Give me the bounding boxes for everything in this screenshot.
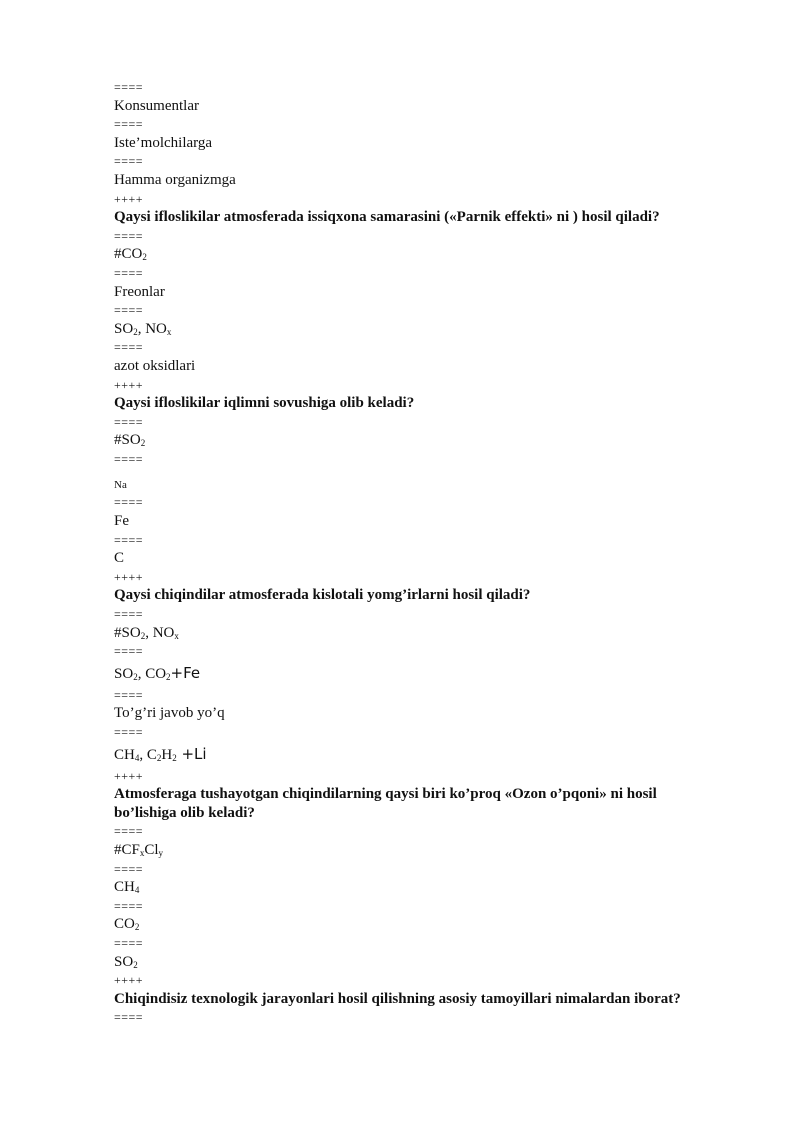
answer-separator: ====: [114, 824, 144, 839]
answer-option-correct: [114, 431, 734, 450]
answer-separator: ====: [114, 117, 144, 132]
answer-separator: ====: [114, 414, 144, 429]
question-separator: ++++: [114, 191, 144, 206]
answer-separator: ====: [114, 451, 144, 466]
answer-separator: ====: [114, 898, 144, 913]
answer-option: [114, 742, 734, 767]
answer-option-correct: [114, 624, 734, 643]
formula-part: +Li: [176, 744, 207, 763]
answer-option: C: [114, 550, 125, 567]
formula-subscript: 2: [142, 252, 147, 263]
answer-option: [114, 878, 734, 897]
formula-part: H: [161, 746, 173, 763]
answer-option: azot oksidlari: [114, 357, 196, 374]
answer-separator: ====: [114, 154, 144, 169]
formula-subscript: x: [166, 326, 172, 337]
formula-part: Cl: [144, 841, 159, 858]
formula-subscript: x: [139, 847, 145, 858]
question-separator: ++++: [114, 377, 144, 392]
answer-separator: ====: [114, 303, 144, 318]
question-text: Chiqindisiz texnologik jarayonlari hosil qilishning asosiy tamoyillari nimalardan iborat?: [114, 990, 681, 1007]
document-page: [114, 78, 734, 1027]
answer-option-correct: [114, 245, 734, 264]
answer-option: [114, 661, 734, 686]
formula-part: , CO: [137, 665, 167, 682]
question-text: Atmosferaga tushayotgan chiqindilarning qaysi biri ko’proq «Ozon o’pqoni» ni hosil: [114, 786, 657, 803]
question-text: Qaysi ifloslikilar iqlimni sovushiga olib keladi?: [114, 395, 415, 412]
formula-subscript: 2: [140, 438, 146, 449]
question-text: Qaysi chiqindilar atmosferada kislotali yomg’irlarni hosil qiladi?: [114, 587, 531, 604]
formula-part: SO: [114, 320, 134, 337]
answer-option: [114, 953, 734, 972]
answer-separator: ====: [114, 532, 144, 547]
answer-option: [114, 468, 734, 493]
formula-part: Na: [114, 479, 127, 492]
formula-part: #CF: [114, 841, 140, 858]
answer-separator: ====: [114, 340, 144, 355]
formula-subscript: 2: [166, 671, 171, 682]
answer-separator: ====: [114, 80, 144, 94]
answer-separator: ====: [114, 687, 144, 702]
answer-option: Iste’molchilarga: [114, 134, 213, 151]
formula-subscript: 4: [134, 752, 140, 763]
answer-option: Konsumentlar: [114, 97, 199, 114]
answer-option: Freonlar: [114, 283, 165, 300]
answer-option: [114, 320, 734, 339]
answer-separator: ====: [114, 644, 144, 659]
formula-subscript: 2: [134, 922, 140, 933]
formula-part: SO: [114, 665, 134, 682]
answer-separator: ====: [114, 861, 144, 876]
formula-part: CH: [114, 879, 135, 896]
formula-subscript: 4: [134, 885, 140, 896]
answer-separator: ====: [114, 265, 144, 280]
formula-subscript: 2: [172, 752, 177, 763]
formula-part: #CO: [114, 246, 143, 263]
formula-subscript: 2: [133, 671, 138, 682]
formula-part: #SO: [114, 432, 141, 449]
question-separator: ++++: [114, 768, 144, 783]
formula-part: , NO: [137, 320, 167, 337]
formula-part: SO: [114, 953, 134, 970]
formula-part: CO: [114, 916, 135, 933]
answer-separator: ====: [114, 228, 144, 243]
formula-part: CH: [114, 746, 135, 763]
question-text: bo’lishiga olib keladi?: [114, 804, 255, 821]
formula-subscript: x: [174, 630, 179, 641]
answer-separator: ====: [114, 935, 144, 950]
answer-option-correct: [114, 841, 734, 860]
question-separator: ++++: [114, 973, 144, 988]
formula-part: +Fe: [170, 663, 201, 682]
question-text: Qaysi ifloslikilar atmosferada issiqxona samarasini («Parnik effekti» ni ) hosil qiladi?: [114, 209, 660, 226]
formula-part: , C: [139, 746, 157, 763]
formula-part: , NO: [145, 624, 175, 641]
answer-option: Hamma organizmga: [114, 171, 236, 188]
answer-separator: ====: [114, 607, 144, 622]
formula-part: #SO: [114, 624, 141, 641]
question-separator: ++++: [114, 569, 144, 584]
answer-separator: ====: [114, 1010, 144, 1025]
formula-subscript: y: [158, 847, 164, 858]
answer-separator: ====: [114, 725, 144, 739]
formula-subscript: 2: [156, 752, 162, 763]
formula-subscript: 2: [140, 630, 146, 641]
formula-subscript: 2: [133, 959, 138, 970]
answer-option: Fe: [114, 513, 129, 530]
answer-option: [114, 915, 734, 934]
answer-separator: ====: [114, 495, 144, 510]
answer-option: To’g’ri javob yo’q: [114, 705, 225, 722]
formula-subscript: 2: [133, 326, 138, 337]
